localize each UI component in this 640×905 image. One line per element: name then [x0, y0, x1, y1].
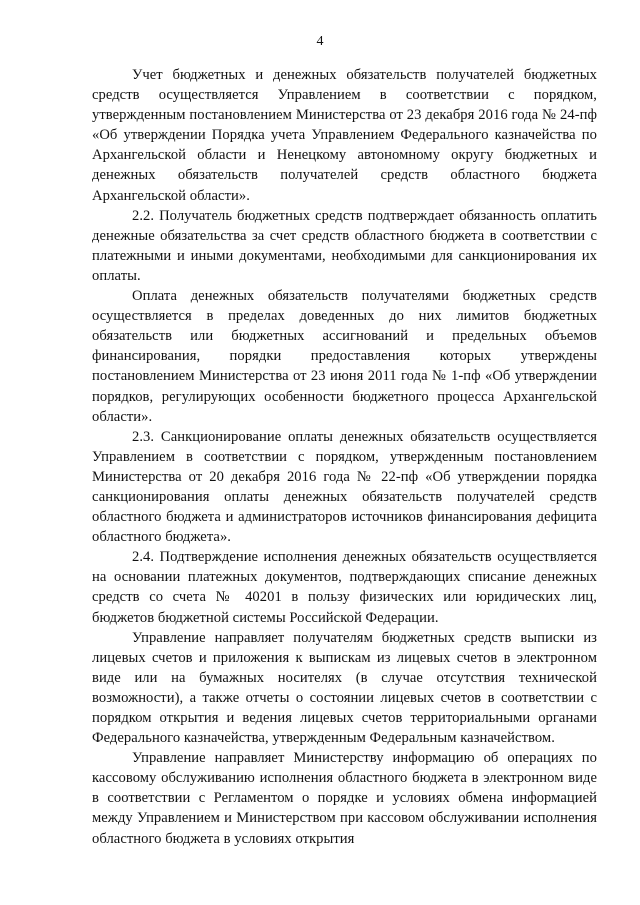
document-body	[92, 65, 597, 849]
paragraph-payment-limits: Оплата денежных обязательств получателями бюджетных средств осуществляется в пределах доведенных до них лимитов бюджетных обязательств или бюджетных ассигнований и предельных объемов финансирования, порядки предоставления которых утверждены постановлением Министерства от 23 июня 2011 года № 1-пф «Об утверждении порядков, регулирующих особенности бюджетного процесса Архангельской области».	[92, 288, 597, 425]
paragraph-2-4: 2.4. Подтверждение исполнения денежных обязательств осуществляется на основании платежных документов, подтверждающих списание денежных средств со счета № 40201 в пользу физических или юридических лиц, бюджетов бюджетной системы Российской Федерации.	[92, 549, 597, 626]
paragraph-ministry-information: Управление направляет Министерству информацию об операциях по кассовому обслуживанию исполнения областного бюджета в электронном виде в соответствии с Регламентом о порядке и условиях обмена информацией между Управлением и Министерством при кассовом обслуживании исполнения областного бюджета в условиях открытия	[92, 750, 597, 847]
paragraph-2-2: 2.2. Получатель бюджетных средств подтверждает обязанность оплатить денежные обязательства за счет средств областного бюджета в соответствии с платежными и иными документами, необходимыми для санкционирования их оплаты.	[92, 207, 597, 284]
page-number: 4	[316, 34, 324, 49]
paragraph-2-3: 2.3. Санкционирование оплаты денежных обязательств осуществляется Управлением в соответствии с порядком, утвержденным постановлением Министерства от 20 декабря 2016 года № 22-пф «Об утверждении порядка санкционирования оплаты денежных обязательств получателей средств областного бюджета и администраторов источников финансирования дефицита областного бюджета».	[92, 428, 597, 546]
paragraph-budget-accounting: Учет бюджетных и денежных обязательств получателей бюджетных средств осуществляется Управлением в соответствии с порядком, утвержденным постановлением Министерства от 23 декабря 2016 года № 24-пф «Об утверждении Порядка учета Управлением Федерального казначейства по Архангельской области и Ненецкому автономному округу бюджетных и денежных обязательств получателей средств областного бюджета Архангельской области».	[92, 67, 597, 204]
paragraph-statements: Управление направляет получателям бюджетных средств выписки из лицевых счетов и приложения к выпискам из лицевых счетов в электронном виде или на бумажных носителях (в случае отсутствия технической возможности), а также отчеты о состоянии лицевых счетов в соответствии с порядком открытия и ведения лицевых счетов территориальными органами Федерального казначейства, утвержденным Федеральным казначейством.	[92, 629, 597, 747]
